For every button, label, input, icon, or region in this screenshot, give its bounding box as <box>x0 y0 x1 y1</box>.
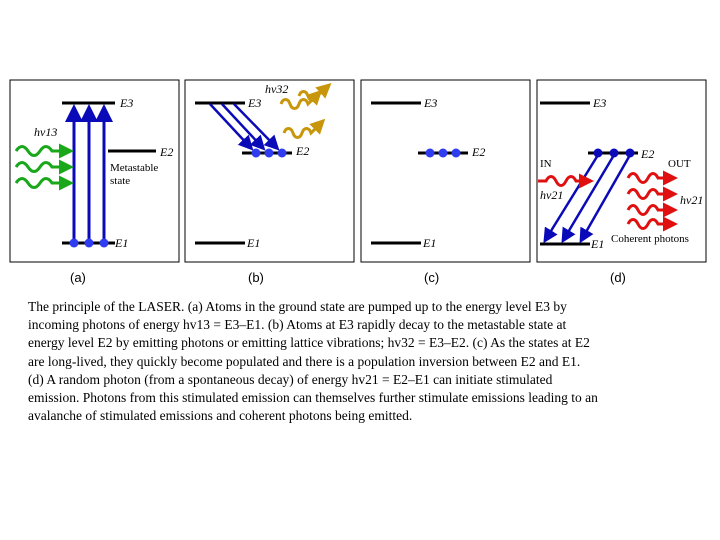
b-photon-label: hv32 <box>265 82 289 96</box>
d-outgoing-photons <box>628 174 672 229</box>
d-e2-label: E2 <box>641 147 655 161</box>
b-e1-label: E1 <box>247 236 261 250</box>
panel-a-tag: (a) <box>70 270 86 285</box>
c-e1-label: E1 <box>423 236 437 250</box>
caption-line-7: avalanche of stimulated emissions and coherent photons being emitted. <box>28 408 413 424</box>
caption-line-2: incoming photons of energy hv13 = E3–E1. (b) Atoms at E3 rapidly decay to the metastable state at <box>28 317 567 333</box>
b-e2-label: E2 <box>296 144 310 158</box>
b-decay-arrows <box>210 104 276 147</box>
a-photon-label: hv13 <box>34 125 58 139</box>
d-out-label: OUT <box>668 158 691 170</box>
panel-d-tag: (d) <box>610 270 626 285</box>
panel-d <box>537 80 706 262</box>
caption-line-3: energy level E2 by emitting photons or emitting lattice vibrations; hv32 = E3–E2. (c) As the states at E2 <box>28 335 590 351</box>
c-atoms <box>426 149 461 158</box>
a-e3-label: E3 <box>120 96 134 110</box>
panel-a <box>10 80 179 262</box>
panel-b-frame <box>185 80 354 262</box>
d-photon-out-label: hv21 <box>680 193 704 207</box>
caption-line-5: (d) A random photon (from a spontaneous decay) of energy hv21 = E2–E1 can initiate stimulated <box>28 371 553 387</box>
a-pump-arrows <box>74 110 104 243</box>
figure-caption <box>28 298 700 425</box>
d-atoms <box>594 149 635 158</box>
a-state-label: state <box>110 175 131 187</box>
b-e3-label: E3 <box>248 96 262 110</box>
caption-line-6: emission. Photons from this stimulated emission can themselves further stimulate emissions leading to an <box>28 390 598 406</box>
d-coherent-label: Coherent photons <box>611 233 689 245</box>
a-metastable-label: Metastable <box>110 162 159 174</box>
c-e2-label: E2 <box>472 145 486 159</box>
a-e2-label: E2 <box>160 145 174 159</box>
d-in-label: IN <box>540 158 552 170</box>
a-atoms <box>70 239 109 248</box>
b-atoms <box>252 149 287 158</box>
panel-c-tag: (c) <box>424 270 440 285</box>
d-photon-in-label: hv21 <box>540 188 564 202</box>
a-green-photons <box>16 147 68 188</box>
caption-line-1: The principle of the LASER. (a) Atoms in the ground state are pumped up to the energy level E3 by <box>28 299 567 314</box>
d-e3-label: E3 <box>593 96 607 110</box>
panel-b-tag: (b) <box>248 270 264 285</box>
a-e1-label: E1 <box>115 236 129 250</box>
panel-c-frame <box>361 80 530 262</box>
panel-c <box>361 80 530 262</box>
panel-b <box>185 80 354 262</box>
d-e1-label: E1 <box>591 237 605 251</box>
c-e3-label: E3 <box>424 96 438 110</box>
caption-line-4: are long-lived, they quickly become populated and there is a population inversion between E2 and E1. <box>28 353 581 369</box>
